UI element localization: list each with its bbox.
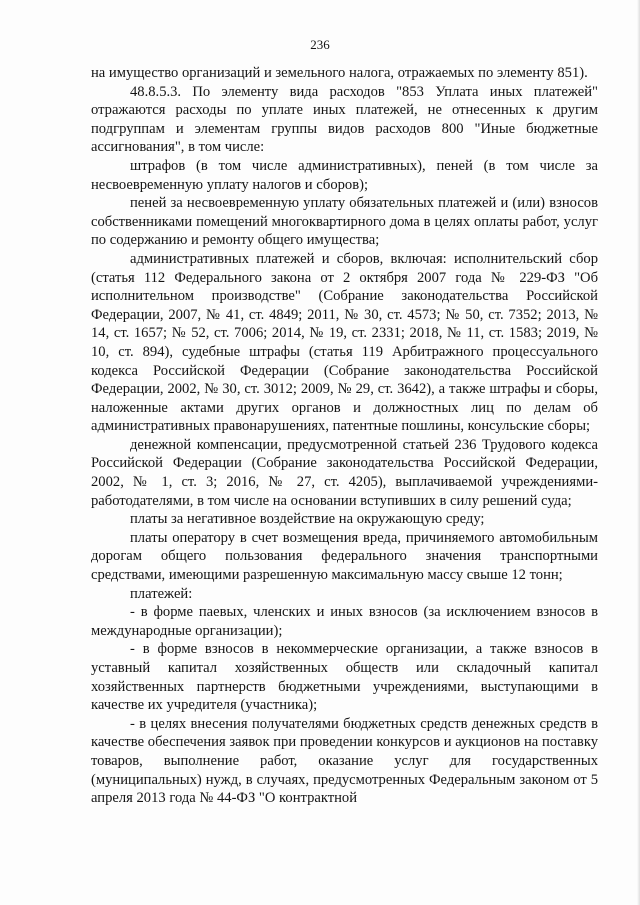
paragraph-penalties: пеней за несвоевременную уплату обязательных платежей и (или) взносов собственниками помещений многоквартирного дома в целях оплаты работ, услуг по содержанию и ремонту общего имущества; [91,195,598,249]
list-item-membership-fees: - в форме паевых, членских и иных взносов (за исключением взносов в международные организации); [91,604,598,639]
document-body [91,64,598,808]
paragraph-administrative-fees: административных платежей и сборов, включая: исполнительский сбор (статья 112 Федерального закона от 2 октября 2007 года № 229-ФЗ "Об исполнительном производстве" (Собрание законодательства Российской Федерации, 2007, № 41, ст. 4849; 2011, № 30, ст. 4573; № 50, ст. 7352; 2013, № 14, ст. 1657; № 52, ст. 7006; 2014, № 19, ст. 2331; 2018, № 11, ст. 1583; 2019, № 10, ст. 894), судебные штрафы (статья 119 Арбитражного процессуального кодекса Российской Федерации (Собрание законодательства Российской Федерации, 2002, № 30, ст. 3012; 2009, № 29, ст. 3642), а также штрафы и сборы, наложенные актами других органов и должностных лиц по делам об административных правонарушениях, патентные пошлины, консульские сборы; [91,250,598,435]
paragraph-monetary-compensation: денежной компенсации, предусмотренной статьей 236 Трудового кодекса Российской Федерации (Собрание законодательства Российской Федерации, 2002, № 1, ст. 3; 2016, № 27, ст. 4205), выплачиваемой учреждениями-работодателями, в том числе на основании вступивших в силу решений суда; [91,436,598,509]
paragraph-road-damage-fee: платы оператору в счет возмещения вреда, причиняемого автомобильным дорогам общего пользования федерального значения транспортными средствами, имеющими разрешенную максимальную массу свыше 12 тонн; [91,529,598,584]
paragraph-payments-heading: платежей: [130,585,193,602]
paragraph-environmental-fee: платы за негативное воздействие на окружающую среду; [130,511,485,528]
page-number: 236 [310,37,330,52]
list-item-nonprofit-contributions: - в форме взносов в некоммерческие организации, а также взносов в уставный капитал хозяйственных обществ или складочный капитал хозяйственных партнерств бюджетными учреждениями, выступающими в качестве их учредителя (участника); [91,641,598,714]
paragraph-fines: штрафов (в том числе административных), пеней (в том числе за несвоевременную уплату налогов и сборов); [91,157,598,193]
list-item-bid-security: - в целях внесения получателями бюджетных средств денежных средств в качестве обеспечения заявок при проведении конкурсов и аукционов на поставку товаров, выполнение работ, оказание услуг для государственных (муниципальных) нужд, в случаях, предусмотренных Федеральным законом от 5 апреля 2013 года № 44-ФЗ "О контрактной [91,715,598,807]
paragraph-section-48-8-5-3: 48.8.5.3. По элементу вида расходов "853 Уплата иных платежей" отражаются расходы по уплате иных платежей, не отнесенных к другим подгруппам и элементам группы видов расходов 800 "Иные бюджетные ассигнования", в том числе: [91,83,598,156]
paragraph-continuation: на имущество организаций и земельного налога, отражаемых по элементу 851). [91,65,588,81]
